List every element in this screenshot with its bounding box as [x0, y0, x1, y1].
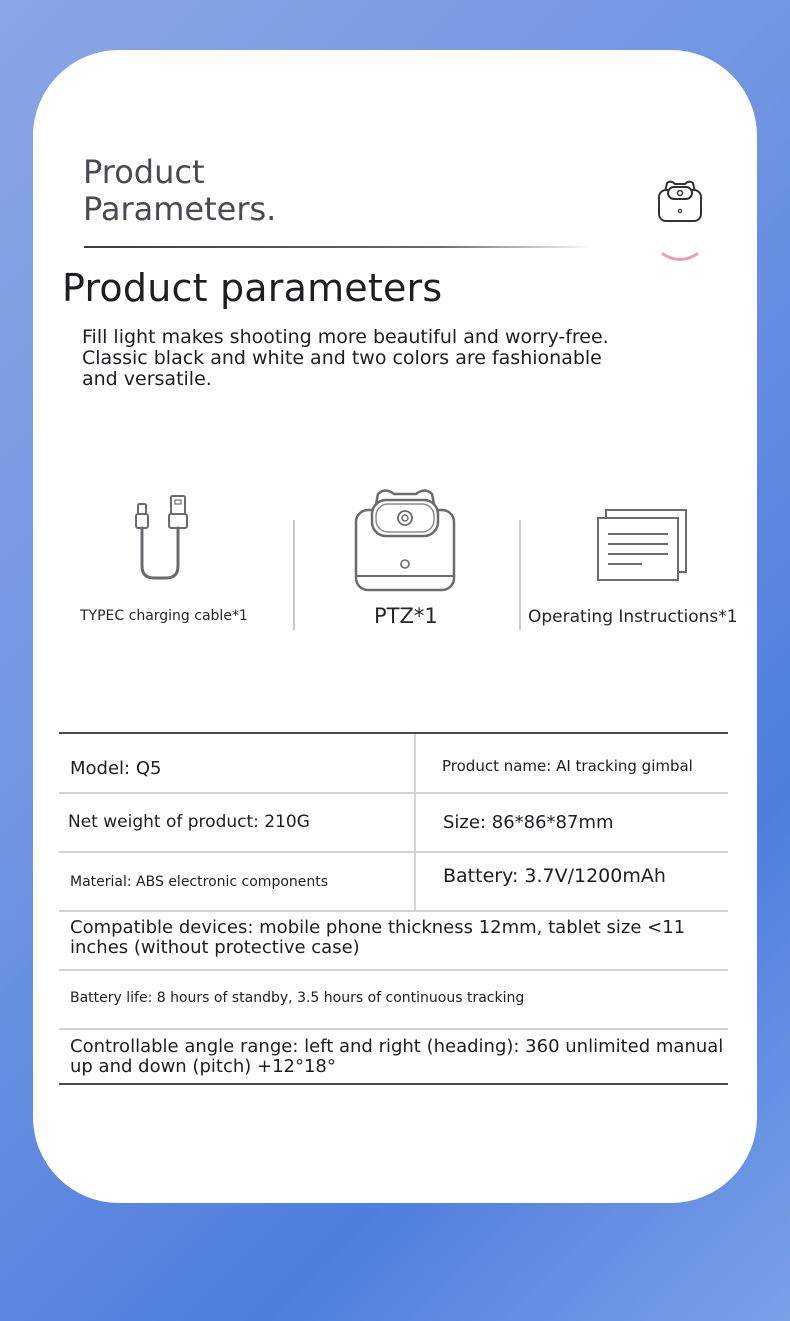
eyebrow-line-2: Parameters.: [83, 190, 277, 228]
intro-line-1: Fill light makes shooting more beautiful and worry-free.: [82, 326, 609, 348]
spec-angle-line-1: Controllable angle range: left and right (heading): 360 unlimited manual: [70, 1036, 724, 1057]
accessory-divider: [519, 520, 521, 630]
usb-c-cable-icon: [128, 494, 192, 584]
header-divider: [84, 246, 594, 248]
spec-battery-life: Battery life: 8 hours of standby, 3.5 hours of continuous tracking: [70, 990, 525, 1006]
spec-material: Material: ABS electronic components: [70, 874, 329, 890]
spec-battery: Battery: 3.7V/1200mAh: [443, 865, 666, 887]
section-eyebrow: [83, 154, 276, 228]
spec-angle-line-2: up and down (pitch) +12°18°: [70, 1056, 336, 1077]
gimbal-logo-icon: [655, 175, 705, 225]
table-top-border: [59, 732, 728, 734]
accessory-label-cable: TYPEC charging cable*1: [80, 608, 248, 624]
intro-text: [82, 327, 682, 390]
table-row-divider: [59, 969, 728, 971]
spec-size: Size: 86*86*87mm: [443, 812, 614, 833]
table-row-divider: [59, 851, 728, 853]
table-column-divider: [414, 734, 416, 911]
manual-document-icon: [596, 508, 688, 582]
spec-angle-range: [70, 1037, 723, 1077]
spec-compatible-devices: [70, 918, 685, 958]
accessory-divider: [293, 520, 295, 630]
spec-product-name: Product name: AI tracking gimbal: [442, 757, 693, 775]
spec-net-weight: Net weight of product: 210G: [68, 812, 310, 832]
eyebrow-line-1: Product: [83, 153, 205, 191]
accessory-label-ptz: PTZ*1: [374, 604, 438, 628]
spec-model: Model: Q5: [70, 758, 162, 779]
spec-compatible-line-1: Compatible devices: mobile phone thickness 12mm, tablet size <11: [70, 917, 686, 938]
table-row-divider: [59, 910, 728, 912]
table-row-divider: [59, 1028, 728, 1030]
gimbal-device-icon: [352, 484, 458, 592]
intro-line-3: and versatile.: [82, 368, 212, 390]
spec-compatible-line-2: inches (without protective case): [70, 937, 360, 958]
table-bottom-border: [59, 1083, 728, 1085]
smile-accent-icon: [661, 251, 699, 263]
table-row-divider: [59, 792, 728, 794]
page-title: Product parameters: [62, 266, 443, 310]
intro-line-2: Classic black and white and two colors are fashionable: [82, 347, 602, 369]
accessory-label-manual: Operating Instructions*1: [528, 607, 738, 627]
